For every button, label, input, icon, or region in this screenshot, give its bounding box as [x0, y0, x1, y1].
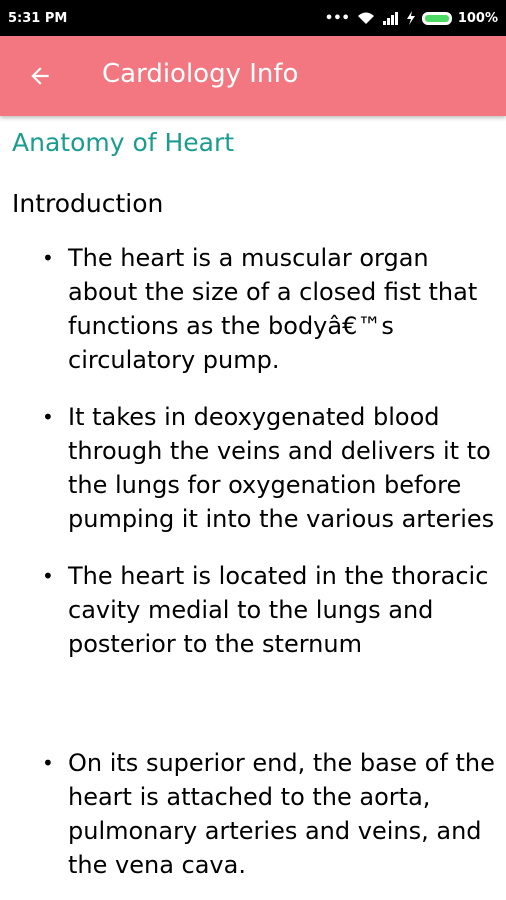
status-icons: [325, 11, 498, 26]
bullet-icon: •: [42, 405, 54, 429]
back-button[interactable]: [22, 58, 58, 94]
list-item-text: On its superior end, the base of the heart is attached to the aorta, pulmonary arteries and veins, and the vena cava.: [68, 749, 495, 879]
app-toolbar: [0, 36, 506, 116]
list-item-text: The heart is a muscular organ about the size of a closed fist that functions as the bodyâ€™s circulatory pump.: [68, 244, 478, 374]
list-item: [0, 241, 506, 377]
list-item-text: It takes in deoxygenated blood through the veins and delivers it to the lungs for oxygenation before pumping it into the various arteries: [68, 403, 495, 533]
arrow-left-icon: [27, 63, 53, 89]
page-title: Cardiology Info: [102, 59, 299, 89]
charging-icon: [406, 11, 416, 25]
more-dots-icon: •••: [324, 10, 350, 26]
wifi-icon: [356, 11, 376, 25]
subheading: Introduction: [12, 189, 164, 218]
bullet-list: [0, 241, 506, 882]
status-time: 5:31 PM: [8, 10, 68, 26]
status-bar: [0, 0, 506, 36]
list-item: [0, 400, 506, 536]
battery-percent: 100%: [457, 10, 498, 26]
bullet-icon: •: [42, 751, 54, 775]
signal-icon: [382, 11, 400, 25]
list-item: [0, 746, 506, 882]
bullet-icon: •: [42, 246, 54, 270]
battery-icon: [422, 12, 452, 25]
section-title: Anatomy of Heart: [12, 128, 235, 157]
list-item-text: The heart is located in the thoracic cavity medial to the lungs and posterior to the sternum: [68, 562, 489, 658]
list-item: [0, 559, 506, 661]
bullet-icon: •: [42, 564, 54, 588]
